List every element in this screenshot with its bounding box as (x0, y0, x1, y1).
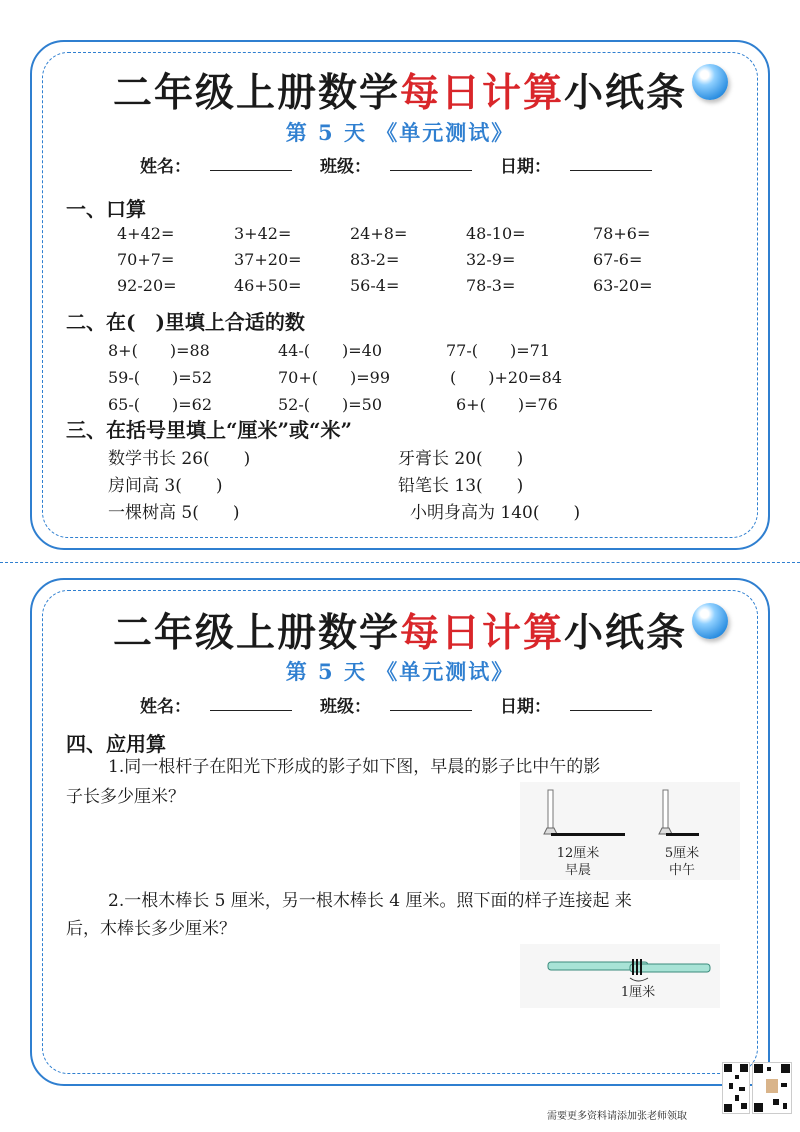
class-field[interactable] (390, 152, 472, 171)
cut-line (0, 562, 800, 563)
math-item: 70+7= (117, 250, 175, 269)
footer-note: 需要更多资料请添加张老师领取 (547, 1111, 687, 1122)
class-label: 班级： (320, 157, 371, 177)
math-item: 78-3= (466, 276, 516, 295)
fill-item: 59-( )=52 (108, 368, 213, 387)
morning-length-label: 12厘米 (556, 846, 600, 861)
name-field[interactable] (210, 692, 292, 711)
page-subtitle: 第 5 天 《单元测试》 (285, 120, 515, 145)
page-title: 二年级上册数学每日计算小纸条 (112, 70, 688, 116)
question2-line1: 2.一根木棒长 5 厘米，另一根木棒长 4 厘米。照下面的样子连接起 来 (108, 891, 632, 911)
noon-time-label: 中午 (668, 863, 696, 878)
math-item: 67-6= (593, 250, 643, 269)
fill-item: 65-( )=62 (108, 395, 213, 414)
question1-line2: 子长多少厘米？ (66, 787, 185, 807)
fill-item: 44-( )=40 (278, 341, 383, 360)
section2-heading: 二、在( )里填上合适的数 (66, 310, 305, 334)
math-item: 63-20= (593, 276, 653, 295)
math-item: 24+8= (350, 224, 408, 243)
math-item: 4+42= (117, 224, 175, 243)
date-label: 日期： (500, 157, 551, 177)
fill-item: 70+( )=99 (278, 368, 391, 387)
math-item: 46+50= (234, 276, 302, 295)
math-item: 32-9= (466, 250, 516, 269)
question2-line2: 后，木棒长多少厘米？ (66, 919, 236, 939)
class-label: 班级： (320, 697, 371, 717)
noon-length-label: 5厘米 (664, 846, 700, 861)
shadow-figure (520, 782, 740, 880)
class-field[interactable] (390, 692, 472, 711)
qr-code-icon (722, 1062, 750, 1114)
fill-item: 52-( )=50 (278, 395, 383, 414)
fill-item: 77-( )=71 (446, 341, 551, 360)
section1-heading: 一、口算 (66, 197, 146, 221)
math-item: 83-2= (350, 250, 400, 269)
morning-time-label: 早晨 (564, 863, 592, 878)
section3-heading: 三、在括号里填上“厘米”或“米” (66, 418, 353, 442)
date-field[interactable] (570, 692, 652, 711)
blue-ball-icon (692, 603, 728, 639)
fill-item: 8+( )=88 (108, 341, 210, 360)
blue-ball-icon (692, 64, 728, 100)
morning-shadow (551, 833, 625, 836)
date-label: 日期： (500, 697, 551, 717)
pole-icon (663, 790, 668, 834)
stick-figure (520, 944, 720, 1008)
name-label: 姓名： (140, 157, 191, 177)
pole-icon (548, 790, 553, 834)
fill-item: ( )+20=84 (450, 368, 563, 387)
math-item: 3+42= (234, 224, 292, 243)
math-item: 92-20= (117, 276, 177, 295)
math-item: 78+6= (593, 224, 651, 243)
page-title-repeat: 二年级上册数学每日计算小纸条 (112, 610, 688, 656)
question1-line1: 1.同一根杆子在阳光下形成的影子如下图，早晨的影子比中午的影 (108, 757, 601, 777)
qr-code-icon (752, 1062, 792, 1114)
math-item: 48-10= (466, 224, 526, 243)
fill-item: 6+( )=76 (456, 395, 558, 414)
name-label: 姓名： (140, 697, 191, 717)
overlap-label: 1厘米 (620, 985, 656, 1000)
math-item: 56-4= (350, 276, 400, 295)
unit-item: 小明身高为 140( ) (410, 503, 581, 523)
unit-item: 铅笔长 13( ) (398, 476, 524, 496)
unit-item: 牙膏长 20( ) (398, 449, 524, 469)
unit-item: 一棵树高 5( ) (108, 503, 240, 523)
math-item: 37+20= (234, 250, 302, 269)
page-subtitle-repeat: 第 5 天 《单元测试》 (285, 659, 515, 684)
section4-heading: 四、应用算 (66, 732, 166, 756)
unit-item: 房间高 3( ) (108, 476, 223, 496)
name-field[interactable] (210, 152, 292, 171)
noon-shadow (666, 833, 699, 836)
date-field[interactable] (570, 152, 652, 171)
unit-item: 数学书长 26( ) (108, 449, 251, 469)
